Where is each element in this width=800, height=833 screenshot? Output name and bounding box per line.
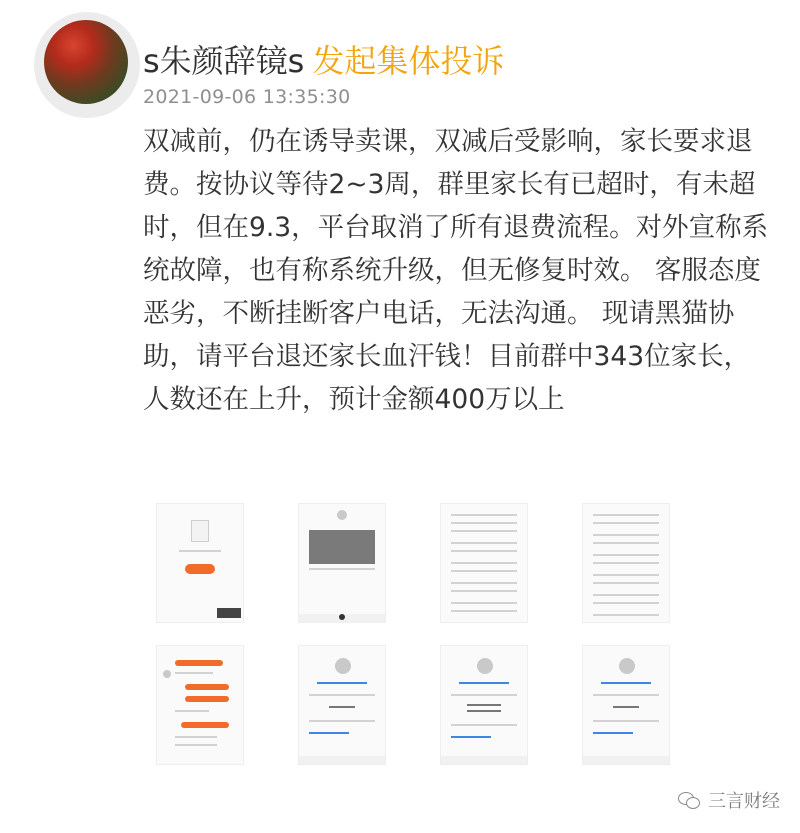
complaint-action-label[interactable]: 发起集体投诉 [312, 42, 505, 80]
agreement-page-1-image[interactable] [440, 503, 528, 623]
watermark [678, 787, 780, 813]
contact-screenshot-2-image[interactable] [440, 645, 528, 765]
attachment-grid [156, 503, 671, 775]
post-header [143, 36, 504, 82]
contact-screenshot-1-image[interactable] [298, 645, 386, 765]
avatar[interactable] [44, 20, 128, 104]
chat-screenshot-image[interactable] [156, 645, 244, 765]
username[interactable]: s朱颜辞镜s [143, 42, 305, 80]
watermark-text: 三言财经 [708, 791, 780, 812]
avatar-tail [82, 104, 106, 118]
wechat-icon [678, 791, 700, 809]
sms-screenshot-image[interactable] [298, 503, 386, 623]
post-text: 双减前，仍在诱导卖课，双减后受影响，家长要求退费。按协议等待2~3周，群里家长有已超时，有未超时，但在9.3，平台取消了所有退费流程。对外宣称系统故障，也有称系统升级，但无修复时效。 客服态度恶劣，不断挂断客户电话，无法沟通。 现请黑猫协助，请平台退还家长血汗钱！目前群中343位家长，人数还在上升，预计金额400万以上 [143, 126, 769, 415]
agreement-page-2-image[interactable] [582, 503, 670, 623]
contact-screenshot-3-image[interactable] [582, 645, 670, 765]
app-screen-image[interactable] [156, 503, 244, 623]
post-timestamp: 2021-09-06 13:35:30 [143, 86, 351, 108]
